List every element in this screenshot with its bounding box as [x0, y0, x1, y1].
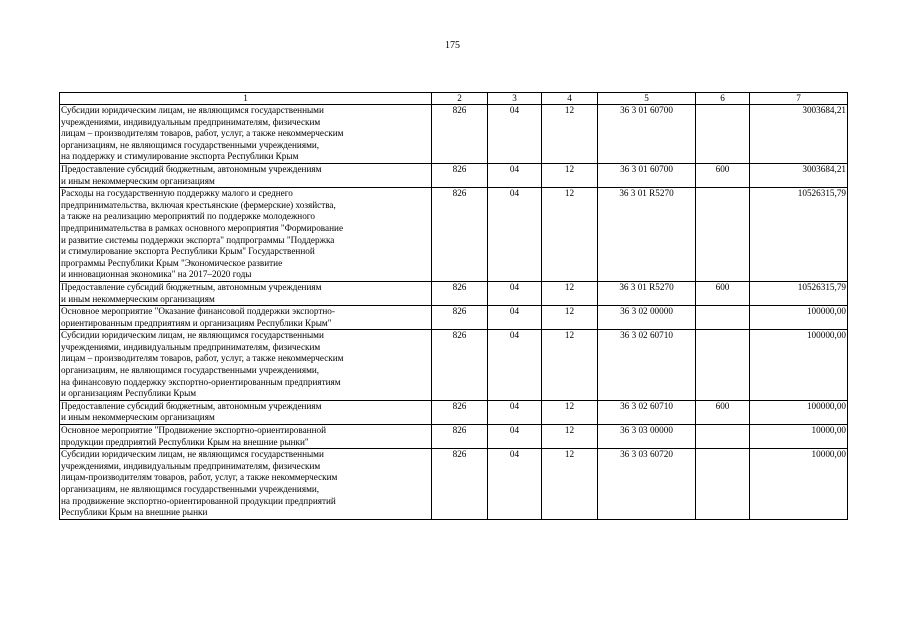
row-name: Субсидии юридическим лицам, не являющимся государственными учреждениями, индивидуальным предпринимателям, физическим лицам-производителям товаров, работ, услуг, а также некоммерческим организациям, не являющимся государственными учреждениями, на продвижение экспортно-ориентированной продукции предприятий Республики Крым на внешние рынки [60, 449, 432, 520]
row-name: Расходы на государственную поддержку малого и среднего предпринимательства, включая крестьянские (фермерские) хозяйства, а также на реализацию мероприятий по поддержке молодежного предпринимательства в рамках основного мероприятия "Формирование и развитие системы поддержки экспорта" подпрограммы "Поддержка и стимулирование экспорта Республики Крым" Государственной программы Республики Крым "Экономическое развитие и инновационная экономика" на 2017–2020 годы [60, 188, 432, 282]
row-target: 36 3 03 00000 [598, 425, 696, 449]
row-section: 04 [488, 400, 542, 424]
row-section: 04 [488, 330, 542, 401]
row-ministry: 826 [432, 449, 488, 520]
row-ministry: 826 [432, 105, 488, 164]
row-amount: 10526315,79 [750, 188, 848, 282]
table-row [60, 306, 848, 330]
row-ministry: 826 [432, 281, 488, 305]
row-name: Предоставление субсидий бюджетным, автономным учреждениям и иным некоммерческим организациям [60, 163, 432, 187]
row-subsection: 12 [542, 306, 598, 330]
row-section: 04 [488, 425, 542, 449]
header-col-4: 4 [542, 93, 598, 105]
header-row [60, 93, 848, 105]
row-name: Предоставление субсидий бюджетным, автономным учреждениям и иным некоммерческим организациям [60, 281, 432, 305]
row-subsection: 12 [542, 400, 598, 424]
row-subsection: 12 [542, 188, 598, 282]
row-section: 04 [488, 306, 542, 330]
row-amount: 100000,00 [750, 306, 848, 330]
row-name: Субсидии юридическим лицам, не являющимся государственными учреждениями, индивидуальным предпринимателям, физическим лицам – производителям товаров, работ, услуг, а также некоммерческим организациям, не являющимся государственными учреждениями, на поддержку и стимулирование экспорта Республики Крым [60, 105, 432, 164]
table-row [60, 188, 848, 282]
row-subsection: 12 [542, 330, 598, 401]
row-name: Основное мероприятие "Оказание финансовой поддержки экспортно- ориентированным предприятиям и организациям Республики Крым" [60, 306, 432, 330]
header-col-5: 5 [598, 93, 696, 105]
row-target: 36 3 02 00000 [598, 306, 696, 330]
table-row [60, 163, 848, 187]
row-ministry: 826 [432, 306, 488, 330]
row-amount: 10000,00 [750, 449, 848, 520]
header-col-1: 1 [60, 93, 432, 105]
table-row [60, 281, 848, 305]
row-subsection: 12 [542, 281, 598, 305]
header-col-6: 6 [696, 93, 750, 105]
row-ministry: 826 [432, 188, 488, 282]
table-row [60, 400, 848, 424]
row-section: 04 [488, 163, 542, 187]
row-amount: 10000,00 [750, 425, 848, 449]
row-name: Основное мероприятие "Продвижение экспортно-ориентированной продукции предприятий Республики Крым на внешние рынки" [60, 425, 432, 449]
table-row [60, 330, 848, 401]
row-target: 36 3 01 R5270 [598, 281, 696, 305]
row-expense-type [696, 105, 750, 164]
row-expense-type: 600 [696, 163, 750, 187]
row-target: 36 3 02 60710 [598, 330, 696, 401]
row-ministry: 826 [432, 163, 488, 187]
table-row [60, 105, 848, 164]
row-expense-type [696, 306, 750, 330]
row-section: 04 [488, 281, 542, 305]
row-section: 04 [488, 188, 542, 282]
row-amount: 3003684,21 [750, 105, 848, 164]
row-expense-type: 600 [696, 400, 750, 424]
row-target: 36 3 01 60700 [598, 105, 696, 164]
row-amount: 100000,00 [750, 400, 848, 424]
row-expense-type [696, 188, 750, 282]
row-section: 04 [488, 105, 542, 164]
row-ministry: 826 [432, 400, 488, 424]
row-expense-type: 600 [696, 281, 750, 305]
row-target: 36 3 02 60710 [598, 400, 696, 424]
row-subsection: 12 [542, 449, 598, 520]
row-amount: 10526315,79 [750, 281, 848, 305]
row-expense-type [696, 449, 750, 520]
table-row [60, 449, 848, 520]
row-target: 36 3 01 R5270 [598, 188, 696, 282]
row-subsection: 12 [542, 425, 598, 449]
header-col-3: 3 [488, 93, 542, 105]
row-subsection: 12 [542, 163, 598, 187]
row-name: Субсидии юридическим лицам, не являющимся государственными учреждениями, индивидуальным предпринимателям, физическим лицам – производителям товаров, работ, услуг, а также некоммерческим организациям, не являющимся государственными учреждениями, на финансовую поддержку экспортно-ориентированным предприятиям и организациям Республики Крым [60, 330, 432, 401]
row-ministry: 826 [432, 425, 488, 449]
row-section: 04 [488, 449, 542, 520]
row-amount: 3003684,21 [750, 163, 848, 187]
header-col-7: 7 [750, 93, 848, 105]
row-target: 36 3 03 60720 [598, 449, 696, 520]
row-expense-type [696, 330, 750, 401]
row-amount: 100000,00 [750, 330, 848, 401]
budget-table [59, 92, 848, 520]
row-name: Предоставление субсидий бюджетным, автономным учреждениям и иным некоммерческим организациям [60, 400, 432, 424]
row-target: 36 3 01 60700 [598, 163, 696, 187]
table-row [60, 425, 848, 449]
row-subsection: 12 [542, 105, 598, 164]
header-col-2: 2 [432, 93, 488, 105]
row-ministry: 826 [432, 330, 488, 401]
row-expense-type [696, 425, 750, 449]
page-number: 175 [445, 40, 460, 51]
